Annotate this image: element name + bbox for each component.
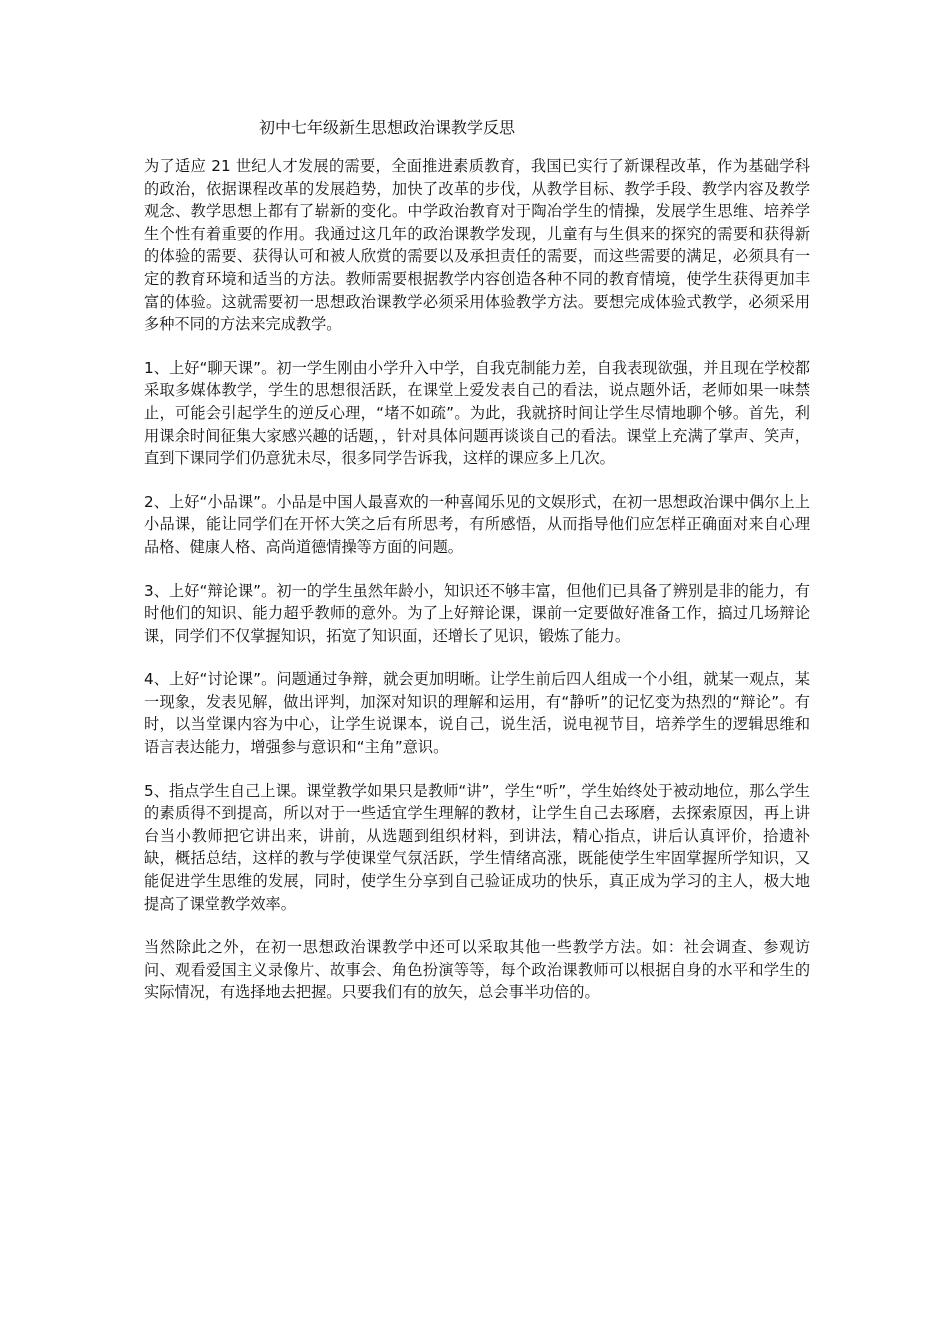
paragraph-student-led-class: 5、指点学生自己上课。课堂教学如果只是教师“讲”，学生“听”，学生始终处于被动地位，那么学生的素质得不到提高，所以对于一些适宜学生理解的教材，让学生自己去琢磨，去探索原因，再上讲台当小教师把它讲出来，讲前，从选题到组织材料，到讲法，精心指点，讲后认真评价，拾遗补缺，概括总结，这样的教与学使课堂气氛活跃，学生情绪高涨，既能使学生牢固掌握所学知识，又能促进学生思维的发展，同时，使学生分享到自己验证成功的快乐，真正成为学习的主人，极大地提高了课堂教学效率。 bbox=[144, 781, 810, 913]
paragraph-discussion-class: 4、上好“讨论课”。问题通过争辩，就会更加明晰。让学生前后四人组成一个小组，就某一观点，某一现象，发表见解，做出评判，加深对知识的理解和运用，有“静听”的记忆变为热烈的“辩论”。有时，以当堂课内容为中心，让学生说课本，说自己，说生活，说电视节目，培养学生的逻辑思维和语言表达能力，增强参与意识和“主角”意识。 bbox=[144, 670, 810, 757]
conclusion-paragraph: 当然除此之外，在初一思想政治课教学中还可以采取其他一些教学方法。如：社会调查、参观访问、观看爱国主义录像片、故事会、角色扮演等等，每个政治课教师可以根据自身的水平和学生的实际情况，有选择地去把握。只要我们有的放矢，总会事半功倍的。 bbox=[144, 938, 810, 1002]
paragraph-chat-class: 1、上好“聊天课”。初一学生刚由小学升入中学，自我克制能力差，自我表现欲强，并且现在学校都采取多媒体教学，学生的思想很活跃，在课堂上爱发表自己的看法，说点题外话，老师如果一味禁止，可能会引起学生的逆反心理，“堵不如疏”。为此，我就挤时间让学生尽情地聊个够。首先，利用课余时间征集大家感兴趣的话题，，针对具体问题再谈谈自己的看法。课堂上充满了掌声、笑声，直到下课同学们仍意犹未尽，很多同学告诉我，这样的课应多上几次。 bbox=[144, 358, 810, 468]
paragraph-skit-class: 2、上好“小品课”。小品是中国人最喜欢的一种喜闻乐见的文娱形式，在初一思想政治课中偶尔上上小品课，能让同学们在开怀大笑之后有所思考，有所感悟，从而指导他们应怎样正确面对来自心理品格、健康人格、高尚道德情操等方面的问题。 bbox=[144, 492, 810, 556]
paragraph-debate-class: 3、上好“辩论课”。初一的学生虽然年龄小，知识还不够丰富，但他们已具备了辨别是非的能力，有时他们的知识、能力超乎教师的意外。为了上好辩论课，课前一定要做好准备工作，搞过几场辩论课，同学们不仅掌握知识，拓宽了知识面，还增长了见识，锻炼了能力。 bbox=[144, 581, 810, 645]
document-body bbox=[144, 155, 810, 1025]
intro-paragraph: 为了适应 21 世纪人才发展的需要，全面推进素质教育，我国已实行了新课程改革，作为基础学科的政治，依据课程改革的发展趋势，加快了改革的步伐，从教学目标、教学手段、教学内容及教学观念、教学思想上都有了崭新的变化。中学政治教育对于陶冶学生的情操，发展学生思维、培养学生个性有着重要的作用。我通过这几年的政治课教学发现，儿童有与生俱来的探究的需要和获得新的体验的需要、获得认可和被人欣赏的需要以及承担责任的需要，而这些需要的满足，必须具有一定的教育环境和适当的方法。教师需要根据教学内容创造各种不同的教育情境，使学生获得更加丰富的体验。这就需要初一思想政治课教学必须采用体验教学方法。要想完成体验式教学，必须采用多种不同的方法来完成教学。 bbox=[144, 157, 810, 334]
document-title: 初中七年级新生思想政治课教学反思 bbox=[259, 118, 516, 137]
